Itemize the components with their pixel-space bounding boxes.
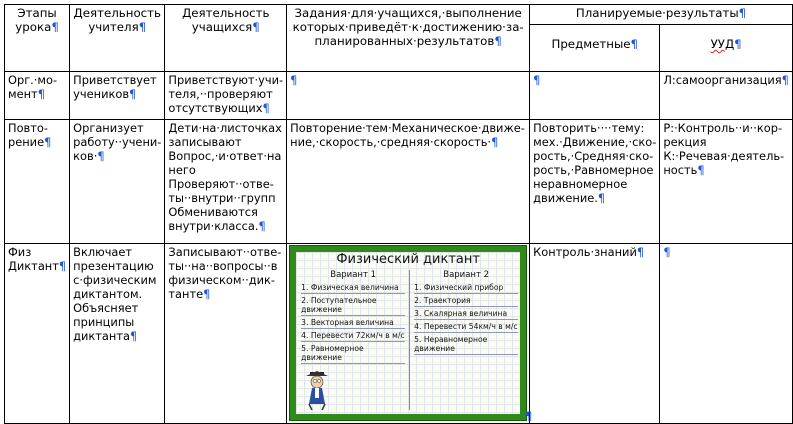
cell-stage — [5, 244, 70, 424]
header-planned-label: Планируемые·результаты — [575, 6, 739, 20]
text-line — [290, 121, 526, 135]
text-line — [73, 20, 161, 34]
text-line — [168, 219, 283, 233]
text-line — [168, 6, 283, 20]
text-line-content: Диктант — [8, 259, 59, 273]
variant-1 — [301, 270, 405, 364]
text-line — [168, 177, 283, 191]
text-line-content: Этапы — [17, 6, 57, 20]
slide-title: Физический диктант — [336, 252, 480, 267]
lesson-plan-table — [4, 4, 793, 424]
text-line — [73, 121, 161, 135]
variant-item: 3. Векторная величина — [301, 316, 405, 329]
text-line-content: ков· — [73, 149, 98, 163]
text-line-content: неравномерное — [533, 177, 628, 191]
text-line — [168, 259, 283, 273]
text-line-content: с·физическим — [73, 273, 157, 287]
header-subject-label: Предметные — [551, 37, 631, 51]
cell-stage — [5, 120, 70, 244]
text-line — [73, 149, 161, 163]
text-line-content: физическом··дик- — [168, 273, 275, 287]
pilcrow-mark: ¶ — [525, 409, 533, 423]
text-line — [663, 73, 789, 87]
text-line-content: Вопрос,·и·ответ·на — [168, 149, 282, 163]
text-line-content: Р:·Контроль··и··кор- — [663, 121, 783, 135]
text-line-content: презентацию — [73, 259, 154, 273]
variant-item: 4. Перевести 54км/ч в м/с — [414, 322, 518, 331]
header-subject — [530, 25, 660, 72]
text-line-content: Повторить····тему: — [533, 121, 645, 135]
header-uud — [660, 25, 793, 72]
variant-item: 3. Скалярная величина — [414, 307, 518, 320]
text-line-content: работу··учени- — [73, 135, 162, 149]
text-line — [168, 163, 283, 177]
pilcrow-mark: ¶ — [138, 20, 147, 34]
pilcrow-mark: ¶ — [663, 245, 671, 259]
text-line — [168, 287, 283, 301]
variant-item: 4. Перевести 72км/ч в м/с — [301, 331, 405, 340]
text-line-content: Физ — [8, 245, 32, 259]
pilcrow-mark: ¶ — [37, 87, 45, 101]
variant-item: 2. Поступательное движение — [301, 294, 405, 316]
text-line — [73, 259, 161, 273]
text-line — [168, 121, 283, 135]
text-line — [663, 135, 789, 149]
variant-item: 1. Физический прибор — [414, 281, 518, 294]
text-line-content: диктанта — [73, 329, 130, 343]
text-line-content: Приветствует — [73, 73, 157, 87]
text-line — [73, 273, 161, 287]
cell-uud — [660, 120, 793, 244]
text-line-content: Приветствуют·учи- — [168, 73, 284, 87]
text-line — [73, 315, 161, 329]
text-line — [168, 135, 283, 149]
text-line — [533, 135, 656, 149]
text-line — [8, 135, 66, 149]
text-line-content: Записывают··отве- — [168, 245, 282, 259]
text-line-content: ты··внутри··групп — [168, 191, 276, 205]
text-line-content: него — [168, 163, 196, 177]
text-line — [73, 301, 161, 315]
pilcrow-mark: ¶ — [58, 259, 67, 273]
cell-teacher — [70, 120, 165, 244]
header-stage — [5, 5, 70, 72]
pilcrow-mark: ¶ — [597, 191, 606, 205]
pilcrow-mark: ¶ — [630, 37, 639, 51]
text-line-content: планированных·результатов — [314, 34, 495, 48]
text-line — [73, 245, 161, 259]
variant-2-heading: Вариант 2 — [443, 270, 490, 280]
text-line-content: Повто- — [8, 121, 48, 135]
pilcrow-mark: ¶ — [252, 20, 260, 34]
text-line — [8, 245, 66, 259]
text-line — [168, 87, 283, 101]
text-line — [168, 101, 283, 115]
pilcrow-mark: ¶ — [636, 245, 645, 259]
text-line-content: Л:самоорганизация — [663, 73, 782, 87]
text-line-content: диктантом. — [73, 287, 143, 301]
variant-1-heading: Вариант 1 — [330, 270, 377, 280]
pilcrow-mark: ¶ — [738, 6, 747, 20]
text-line-content: Задания·для·учащихся,·выполнение — [294, 6, 522, 20]
text-line-content: Деятельность — [73, 6, 161, 20]
text-line-content: внутри·класса. — [168, 219, 259, 233]
cell-subject — [530, 120, 660, 244]
variant-item: 5. Равномерное движение — [301, 342, 405, 364]
header-row — [5, 5, 793, 25]
slide-paper — [296, 252, 520, 414]
pilcrow-mark: ¶ — [491, 135, 499, 149]
text-line — [290, 135, 526, 149]
text-line-content: мент — [8, 87, 38, 101]
text-line-content: записывают — [168, 135, 242, 149]
pilcrow-mark: ¶ — [262, 101, 270, 115]
text-line-content: Орг.·мо- — [8, 73, 58, 87]
text-line — [73, 87, 161, 101]
text-line — [73, 73, 161, 87]
text-line-content: Обмениваются — [168, 205, 258, 219]
lesson-plan-document — [4, 4, 793, 424]
text-line-content: Организует — [73, 121, 144, 135]
text-line — [290, 73, 526, 87]
variant-item: 1. Физическая величина — [301, 281, 405, 294]
professor-figure-icon — [302, 370, 332, 410]
variant-item: 2. Траектория — [414, 294, 518, 307]
text-line — [533, 163, 656, 177]
text-line — [533, 73, 656, 87]
text-line — [168, 73, 283, 87]
text-line-content: учеников — [73, 87, 130, 101]
text-line — [663, 163, 789, 177]
text-line — [8, 20, 66, 34]
header-uud-label: УУД — [710, 37, 735, 51]
cell-tasks-slide — [287, 244, 533, 424]
text-line-content: Объясняет — [73, 301, 139, 315]
cell-stage — [5, 72, 70, 120]
cell-students — [165, 120, 287, 244]
variant-1-items — [301, 281, 405, 364]
cell-subject — [530, 72, 660, 120]
text-line-content: ты··на··вопросы··в — [168, 259, 278, 273]
text-line — [663, 245, 789, 259]
header-planned-results — [530, 5, 793, 25]
text-line — [663, 149, 789, 163]
cell-teacher — [70, 72, 165, 120]
text-line — [533, 149, 656, 163]
text-line-content: учащихся — [191, 20, 253, 34]
pilcrow-mark: ¶ — [781, 73, 789, 87]
cell-uud — [660, 244, 793, 424]
row-org-moment — [5, 72, 793, 120]
text-line-content: ность — [663, 163, 698, 177]
text-line-content: рость,·Равномерное — [533, 163, 654, 177]
cell-subject — [530, 244, 660, 424]
text-line-content: Проверяют··отве- — [168, 177, 274, 191]
cell-tasks — [287, 120, 530, 244]
cell-students — [165, 244, 287, 424]
text-line-content: теля,··проверяют — [168, 87, 273, 101]
text-line-content: рекция — [663, 135, 707, 149]
text-line — [168, 205, 283, 219]
text-line — [73, 329, 161, 343]
variant-item: 5. Неравномерное движение — [414, 333, 518, 355]
text-line-content: движение. — [533, 191, 598, 205]
slide-divider — [409, 270, 410, 410]
text-line-content: урока — [15, 20, 52, 34]
text-line — [168, 245, 283, 259]
text-line — [290, 6, 526, 20]
text-line — [8, 121, 66, 135]
text-line — [533, 121, 656, 135]
cell-tasks — [287, 72, 530, 120]
text-line-content: Деятельность — [182, 6, 270, 20]
text-line-content: Включает — [73, 245, 133, 259]
text-line — [73, 6, 161, 20]
text-line-content: мех.·Движение,·ско- — [533, 135, 657, 149]
pilcrow-mark: ¶ — [203, 287, 211, 301]
text-line — [8, 259, 66, 273]
text-line — [663, 121, 789, 135]
text-line — [8, 73, 66, 87]
text-line — [168, 149, 283, 163]
row-dictation — [5, 244, 793, 424]
text-line-content: рение — [8, 135, 45, 149]
cell-teacher — [70, 244, 165, 424]
text-line-content: рость,·Средняя·ско- — [533, 149, 654, 163]
text-line-content: отсутствующих — [168, 101, 263, 115]
text-line-content: К:·Речевая·деятель- — [663, 149, 785, 163]
pilcrow-mark: ¶ — [290, 73, 298, 87]
cell-uud — [660, 72, 793, 120]
variant-2 — [414, 270, 518, 355]
text-line — [168, 191, 283, 205]
text-line — [8, 87, 66, 101]
text-line-content: учителя — [88, 20, 139, 34]
dictation-slide — [289, 245, 527, 421]
text-line-content: Контроль·знаний — [533, 245, 637, 259]
text-line — [290, 34, 526, 48]
text-line-content: которых·приведёт·к·достижению·за- — [292, 20, 524, 34]
text-line — [533, 245, 656, 259]
pilcrow-mark: ¶ — [97, 149, 105, 163]
pilcrow-mark: ¶ — [258, 219, 266, 233]
header-students — [165, 5, 287, 72]
variant-2-items — [414, 281, 518, 355]
pilcrow-mark: ¶ — [494, 34, 502, 48]
text-line — [168, 20, 283, 34]
text-line-content: танте — [168, 287, 204, 301]
pilcrow-mark: ¶ — [129, 87, 137, 101]
pilcrow-mark: ¶ — [129, 329, 138, 343]
pilcrow-mark: ¶ — [734, 37, 742, 51]
pilcrow-mark: ¶ — [697, 163, 705, 177]
cell-students — [165, 72, 287, 120]
text-line — [8, 6, 66, 20]
text-line — [168, 273, 283, 287]
header-tasks — [287, 5, 530, 72]
pilcrow-mark: ¶ — [533, 73, 541, 87]
text-line-content: ние,·скорость,·средняя·скорость· — [290, 135, 492, 149]
text-line — [73, 287, 161, 301]
row-repetition — [5, 120, 793, 244]
text-line — [290, 20, 526, 34]
text-line-content: Дети·на·листочках — [168, 121, 282, 135]
text-line — [533, 191, 656, 205]
text-line-content: принципы — [73, 315, 135, 329]
pilcrow-mark: ¶ — [51, 20, 59, 34]
text-line — [533, 177, 656, 191]
pilcrow-mark: ¶ — [44, 135, 52, 149]
text-line-content: Повторение·тем·Механическое·движе- — [290, 121, 525, 135]
header-teacher — [70, 5, 165, 72]
text-line — [73, 135, 161, 149]
